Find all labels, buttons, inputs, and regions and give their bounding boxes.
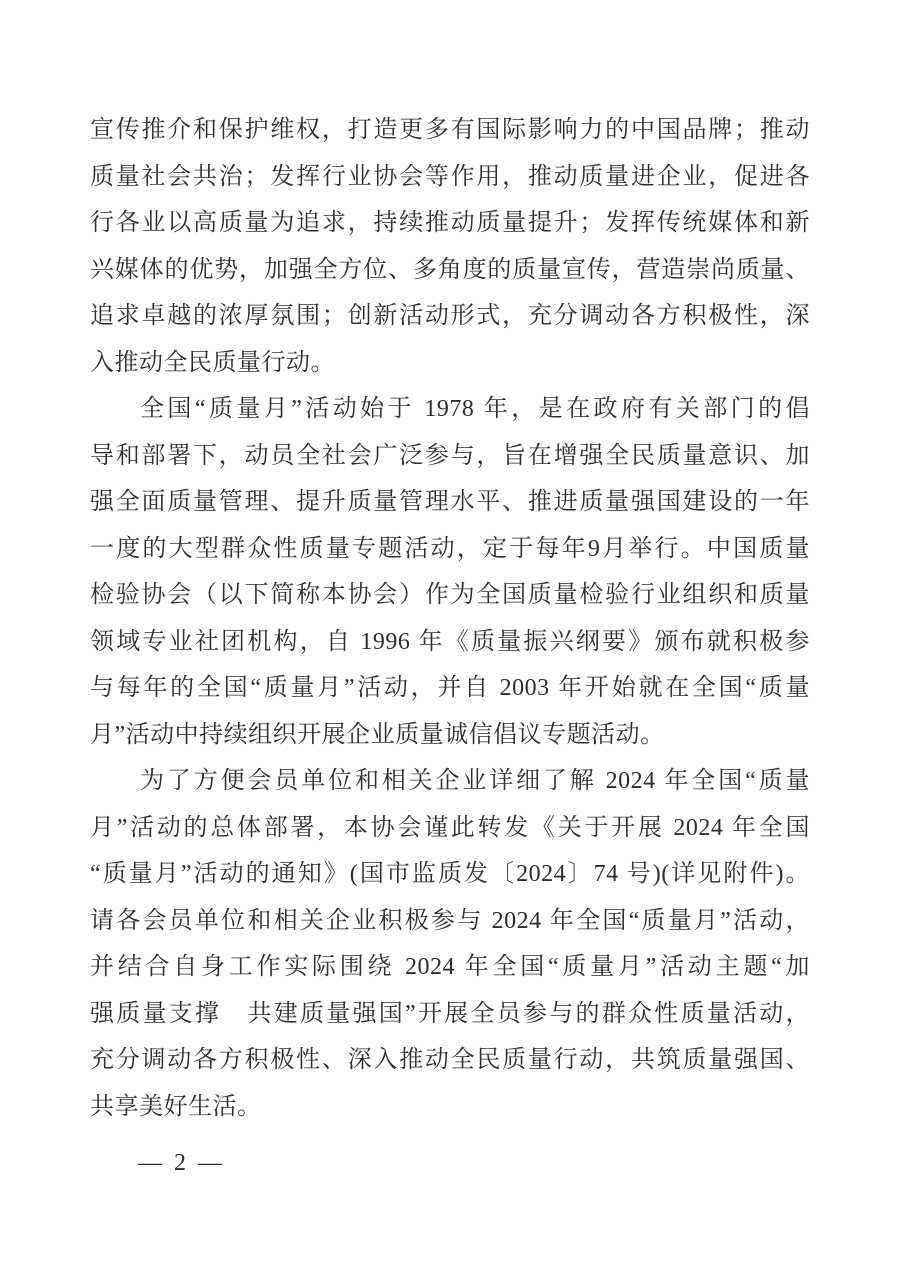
document-line: 一度的大型群众性质量专题活动，定于每年9月举行。中国质量 <box>90 535 810 562</box>
document-line: 领域专业社团机构，自 1996 年《质量振兴纲要》颁布就积极参 <box>90 628 810 655</box>
document-line: 强质量支撑 共建质量强国”开展全员参与的群众性质量活动， <box>90 1000 810 1027</box>
document-line: 全国“质量月”活动始于 1978 年，是在政府有关部门的倡 <box>140 396 810 422</box>
document-line: 追求卓越的浓厚氛围；创新活动形式，充分调动各方积极性，深 <box>90 303 810 329</box>
document-line: “质量月”活动的通知》(国市监质发〔2024〕74 号)(详见附件)。 <box>90 861 810 887</box>
document-line: 充分调动各方积极性、深入推动全民质量行动，共筑质量强国、 <box>90 1047 810 1073</box>
document-line: 为了方便会员单位和相关企业详细了解 2024 年全国“质量 <box>140 768 810 794</box>
document-line: 质量社会共治；发挥行业协会等作用，推动质量进企业，促进各 <box>90 163 810 190</box>
document-line: 宣传推介和保护维权，打造更多有国际影响力的中国品牌；推动 <box>90 117 810 143</box>
document-line: 并结合自身工作实际围绕 2024 年全国“质量月”活动主题“加 <box>90 954 810 980</box>
document-line: 月”活动中持续组织开展企业质量诚信倡议专题活动。 <box>90 721 665 748</box>
document-line: 兴媒体的优势，加强全方位、多角度的质量宣传，营造崇尚质量、 <box>90 256 810 283</box>
document-body <box>90 107 810 1130</box>
document-line: 与每年的全国“质量月”活动，并自 2003 年开始就在全国“质量 <box>90 675 810 701</box>
document-line: 强全面质量管理、提升质量管理水平、推进质量强国建设的一年 <box>90 489 810 515</box>
document-line: 导和部署下，动员全社会广泛参与，旨在增强全民质量意识、加 <box>90 442 810 469</box>
document-line: 检验协会（以下简称本协会）作为全国质量检验行业组织和质量 <box>90 582 810 608</box>
document-line: 请各会员单位和相关企业积极参与 2024 年全国“质量月”活动， <box>90 907 810 934</box>
document-line: 共享美好生活。 <box>90 1093 262 1120</box>
page-number: — 2 — <box>138 1150 225 1176</box>
document-line: 入推动全民质量行动。 <box>90 349 335 376</box>
document-line: 月”活动的总体部署，本协会谨此转发《关于开展 2024 年全国 <box>90 814 810 841</box>
document-line: 行各业以高质量为追求，持续推动质量提升；发挥传统媒体和新 <box>90 210 810 236</box>
